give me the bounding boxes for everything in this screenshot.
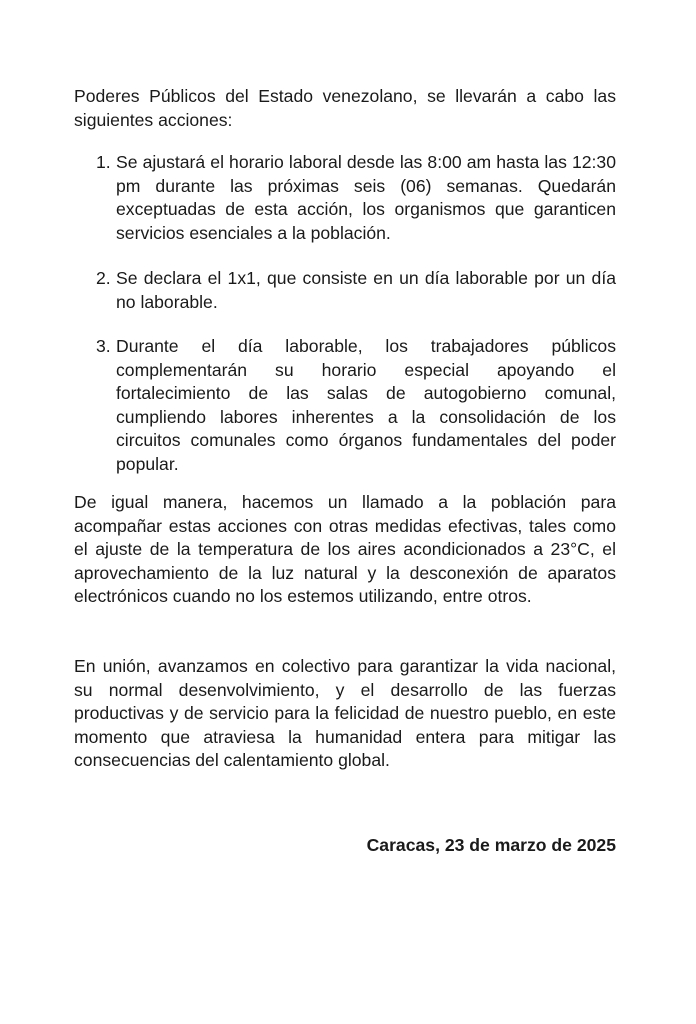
list-item-number: 1. [96,152,111,172]
closing-paragraph: En unión, avanzamos en colectivo para garantizar la vida nacional, su normal desenvolvimiento, y el desarrollo de las fuerzas productivas y de servicio para la felicidad de nuestro pueblo, en este momento que atraviesa la humanidad entera para mitigar las consecuencias del calentamiento global. [74,656,616,771]
list-item-text: Se declara el 1x1, que consiste en un día laborable por un día no laborable. [116,268,616,312]
list-item-text: Se ajustará el horario laboral desde las 8:00 am hasta las 12:30 pm durante las próximas seis (06) semanas. Quedarán exceptuadas de esta acción, los organismos que garanticen servicios esenciales a la población. [116,152,616,243]
list-item-number: 2. [96,268,111,288]
call-to-action-paragraph: De igual manera, hacemos un llamado a la población para acompañar estas acciones con otras medidas efectivas, tales como el ajuste de la temperatura de los aires acondicionados a 23°C, el aprovechamiento de la luz natural y la desconexión de aparatos electrónicos cuando no los estemos utilizando, entre otros. [74,492,616,607]
intro-paragraph: Poderes Públicos del Estado venezolano, se llevarán a cabo las siguientes acciones: [74,86,616,130]
list-item-text: Durante el día laborable, los trabajadores públicos complementarán su horario especial apoyando el fortalecimiento de las salas de autogobierno comunal, cumpliendo labores inherentes a la consolidación de los circuitos comunales como órganos fundamentales del poder popular. [116,336,616,474]
place-and-date: Caracas, 23 de marzo de 2025 [366,835,616,855]
list-item-number: 3. [96,336,111,356]
